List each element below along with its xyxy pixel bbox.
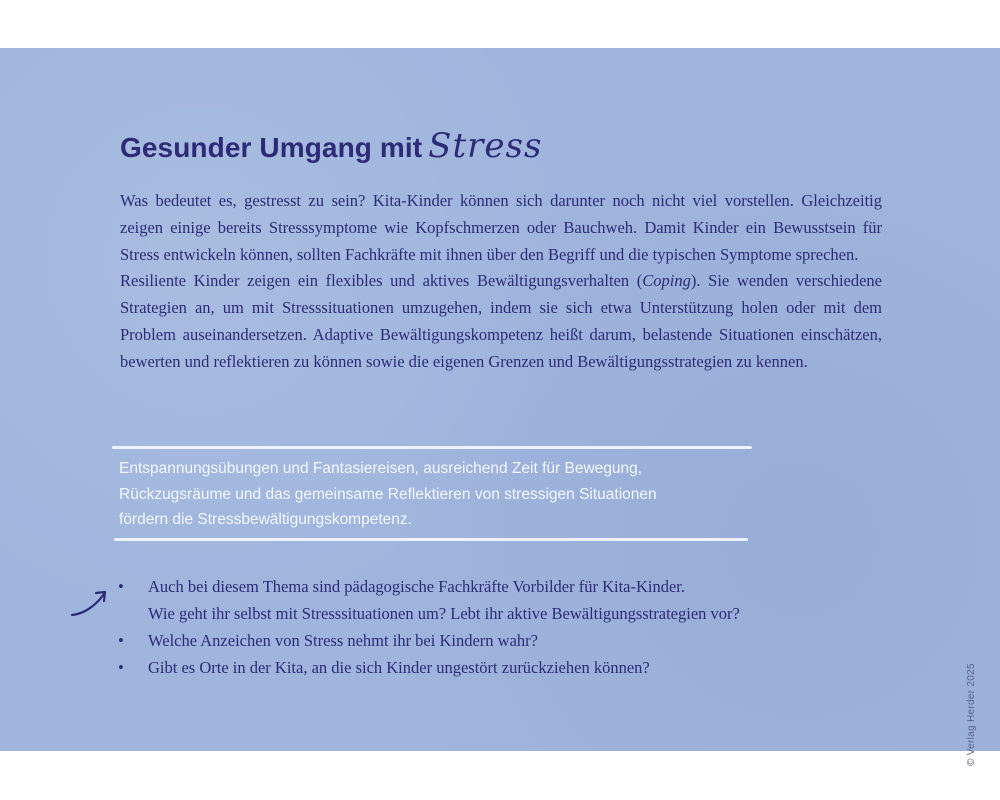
bullet: • xyxy=(118,658,124,677)
list-item xyxy=(118,573,898,627)
curved-arrow-icon xyxy=(70,588,110,618)
tip-line: Entspannungsübungen und Fantasiereisen, ausreichend Zeit für Bewegung, xyxy=(119,460,643,477)
highlight-line-top xyxy=(112,446,752,449)
coping-term: Coping xyxy=(642,271,691,291)
question-list xyxy=(118,573,898,681)
bullet: • xyxy=(118,631,124,650)
tip-line: Rückzugsräume und das gemeinsame Reflektieren von stressigen Situationen xyxy=(119,485,657,503)
question-line: Wie geht ihr selbst mit Stresssituationen um? Lebt ihr aktive Bewältigungsstrategien vor? xyxy=(148,604,740,623)
page-title xyxy=(120,126,542,166)
title-main: Gesunder Umgang mit xyxy=(120,132,423,163)
question-line: Gibt es Orte in der Kita, an die sich Kinder ungestört zurückziehen können? xyxy=(148,658,650,677)
card xyxy=(0,48,1000,766)
question-line: Auch bei diesem Thema sind pädagogische Fachkräfte Vorbilder für Kita-Kinder. xyxy=(148,577,686,596)
paragraph-resilience-start: Resiliente Kinder zeigen ein flexibles und aktives Bewältigungsverhalten ( xyxy=(120,271,643,291)
paragraph-intro: Was bedeutet es, gestresst zu sein? Kita-Kinder können sich darunter noch nicht viel vorstellen. Gleichzeitig zeigen einige bereits Stresssymptome wie Kopfschmerzen oder Bauchweh. Damit Kinder ein Bewusstsein für Stress entwickeln können, sollten Fachkräfte mit ihnen über den Begriff und die typischen Symptome sprechen. xyxy=(120,191,882,264)
question-line: Welche Anzeichen von Stress nehmt ihr bei Kindern wahr? xyxy=(148,631,538,650)
title-script: Stress xyxy=(428,126,543,166)
tip-line: fördern die Stressbewältigungskompetenz. xyxy=(119,511,412,528)
bullet: • xyxy=(118,577,124,596)
list-item xyxy=(118,654,898,681)
list-item xyxy=(118,627,898,654)
paragraph-resilience xyxy=(120,268,882,375)
highlight-line-bottom xyxy=(114,538,748,541)
paragraph-resilience-end: ). Sie wenden verschiedene Strategien an, um mit Stresssituationen umzugehen, indem sie sich etwa Unterstützung holen oder mit dem Problem auseinandersetzen. Adaptive Bewältigungskompetenz heißt darum, belastende Situationen einschätzen, bewerten und reflektieren zu können sowie die eigenen Grenzen und Bewältigungsstrategien zu kennen. xyxy=(120,271,883,371)
body-text xyxy=(120,188,882,376)
copyright-notice: © Verlag Herder 2025 xyxy=(966,663,977,766)
tip-box xyxy=(119,456,779,533)
